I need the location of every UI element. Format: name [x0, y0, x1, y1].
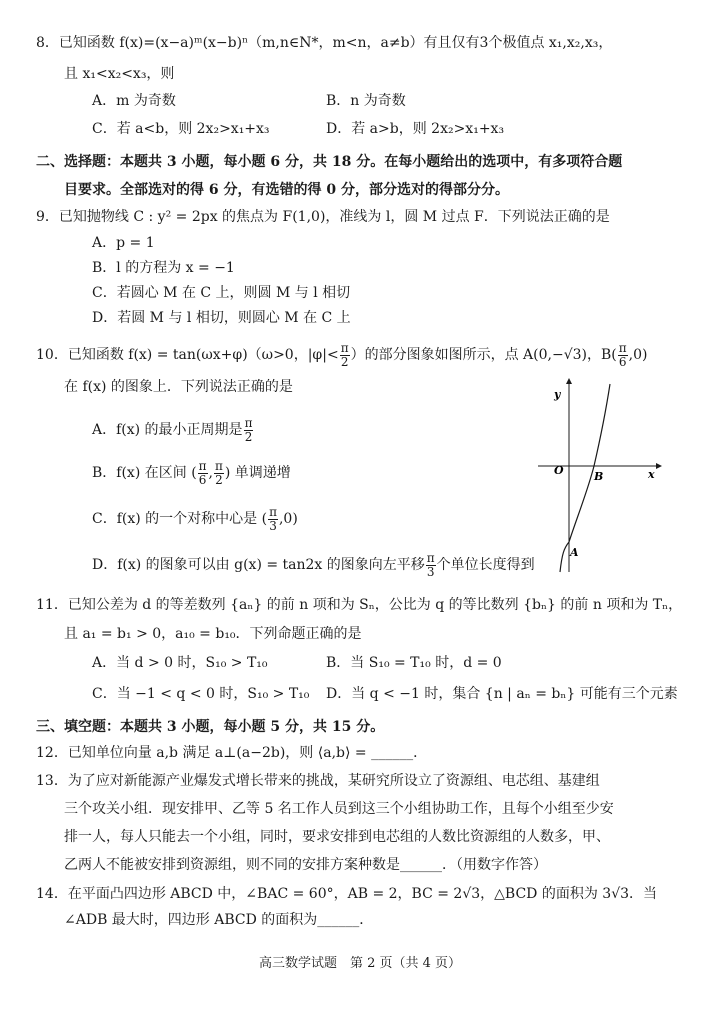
tangent-curve-left	[560, 542, 569, 572]
q10-option-d: D．f(x) 的图象可以由 g(x) = tan2x 的图象向左平移 $\frac{\pi}{3}$ 个单位长度得到	[92, 551, 535, 579]
q9-stem: 9．已知抛物线 C : y² = 2px 的焦点为 F(1,0)，准线为 l，圆 M 过点 F．下列说法正确的是	[36, 209, 610, 225]
y-axis-label: y	[554, 388, 561, 401]
q8-option-a: A．m 为奇数	[92, 93, 176, 109]
q8-option-d: D．若 a>b，则 2x₂>x₁+x₃	[326, 121, 505, 137]
fraction-pi-over-6: $\frac{\pi}{6}$	[618, 341, 627, 369]
x-axis-arrow	[656, 463, 662, 469]
q10-function-graph	[532, 378, 662, 573]
page-footer: 高三数学试题 第 2 页（共 4 页）	[258, 956, 462, 971]
q9-option-c: C．若圆心 M 在 C 上，则圆 M 与 l 相切	[92, 285, 351, 301]
section3-heading: 三、填空题：本题共 3 小题，每小题 5 分，共 15 分。	[36, 719, 385, 735]
q11-option-d: D．当 q < −1 时，集合 {n | aₙ = bₙ} 可能有三个元素	[326, 686, 678, 702]
q12: 12．已知单位向量 a,b 满足 a⊥(a−2b)，则 ⟨a,b⟩ = ______．	[36, 745, 428, 761]
q8-stem: 8．已知函数 f(x)=(x−a)ᵐ(x−b)ⁿ（m,n∈N*，m<n，a≠b）有且仅有3个极值点 x₁,x₂,x₃，	[36, 35, 613, 51]
fraction-pi-over-2: $\frac{\pi}{2}$	[215, 459, 223, 487]
section2-heading-cont: 目要求。全部选对的得 6 分，有选错的得 0 分，部分选对的得部分分。	[64, 182, 509, 198]
q14-line-1: 14．在平面凸四边形 ABCD 中，∠BAC = 60°，AB = 2，BC = 2√3，△BCD 的面积为 3√3．当	[36, 886, 658, 902]
q9-option-b: B．l 的方程为 x = −1	[92, 260, 235, 276]
q9-option-d: D．若圆 M 与 l 相切，则圆心 M 在 C 上	[92, 310, 351, 326]
q10-option-a: A．f(x) 的最小正周期是 $\frac{\pi}{2}$	[92, 416, 253, 444]
q10-option-b: B．f(x) 在区间 ( $\frac{\pi}{6}$ , $\frac{\pi}{2}$ ) 单调递增	[92, 459, 291, 487]
fraction-pi-over-3: $\frac{\pi}{3}$	[269, 505, 277, 533]
q14-line-2: ∠ADB 最大时，四边形 ABCD 的面积为______．	[64, 912, 374, 928]
q10-option-c: C．f(x) 的一个对称中心是 ( $\frac{\pi}{3}$ ,0)	[92, 505, 298, 533]
q11-stem-cont: 且 a₁ = b₁ > 0，a₁₀ = b₁₀．下列命题正确的是	[64, 626, 362, 642]
origin-label: O	[554, 464, 564, 477]
q11-option-c: C．当 −1 < q < 0 时，S₁₀ > T₁₀	[92, 686, 310, 702]
q13-line-4: 乙两人不能被安排到资源组，则不同的安排方案种数是______．（用数字作答）	[64, 857, 547, 873]
q9-option-a: A．p = 1	[92, 235, 155, 251]
fraction-pi-over-3: $\frac{\pi}{3}$	[426, 551, 435, 579]
q13-line-1: 13．为了应对新能源产业爆发式增长带来的挑战，某研究所设立了资源组、电芯组、基建组	[36, 773, 600, 789]
q8-option-c: C．若 a<b，则 2x₂>x₁+x₃	[92, 121, 270, 137]
fraction-pi-over-2: $\frac{\pi}{2}$	[244, 416, 253, 444]
q8-option-b: B．n 为奇数	[326, 93, 406, 109]
q13-line-3: 排一人，每人只能去一个小组，同时，要求安排到电芯组的人数比资源组的人数多，甲、	[64, 829, 610, 845]
point-a-label: A	[570, 546, 579, 559]
q11-stem: 11．已知公差为 d 的等差数列 {aₙ} 的前 n 项和为 Sₙ，公比为 q 的等比数列 {bₙ} 的前 n 项和为 Tₙ，	[36, 597, 683, 613]
section2-heading: 二、选择题：本题共 3 小题，每小题 6 分，共 18 分。在每小题给出的选项中，有多项符合题	[36, 154, 623, 170]
q13-line-2: 三个攻关小组．现安排甲、乙等 5 名工作人员到这三个小组协助工作，且每个小组至少安	[64, 801, 614, 817]
x-axis-label: x	[648, 468, 655, 481]
q8-stem-cont: 且 x₁<x₂<x₃，则	[64, 66, 175, 82]
q10-stem: 10．已知函数 f(x) = tan(ωx+φ)（ω>0，|φ|< $\frac{\pi}{2}$ ）的部分图象如图所示，点 A(0,−√3)，B( $\frac{\pi}{6}$ ,0)	[36, 341, 648, 369]
q11-option-a: A．当 d > 0 时，S₁₀ > T₁₀	[92, 655, 268, 671]
fraction-pi-over-6: $\frac{\pi}{6}$	[198, 459, 207, 487]
q10-stem-cont: 在 f(x) 的图象上．下列说法正确的是	[64, 379, 293, 395]
tangent-curve	[569, 384, 610, 542]
point-b-label: B	[594, 470, 604, 483]
q11-option-b: B．当 S₁₀ = T₁₀ 时，d = 0	[326, 655, 502, 671]
fraction-pi-over-2: $\frac{\pi}{2}$	[340, 341, 349, 369]
y-axis-arrow	[566, 378, 572, 384]
